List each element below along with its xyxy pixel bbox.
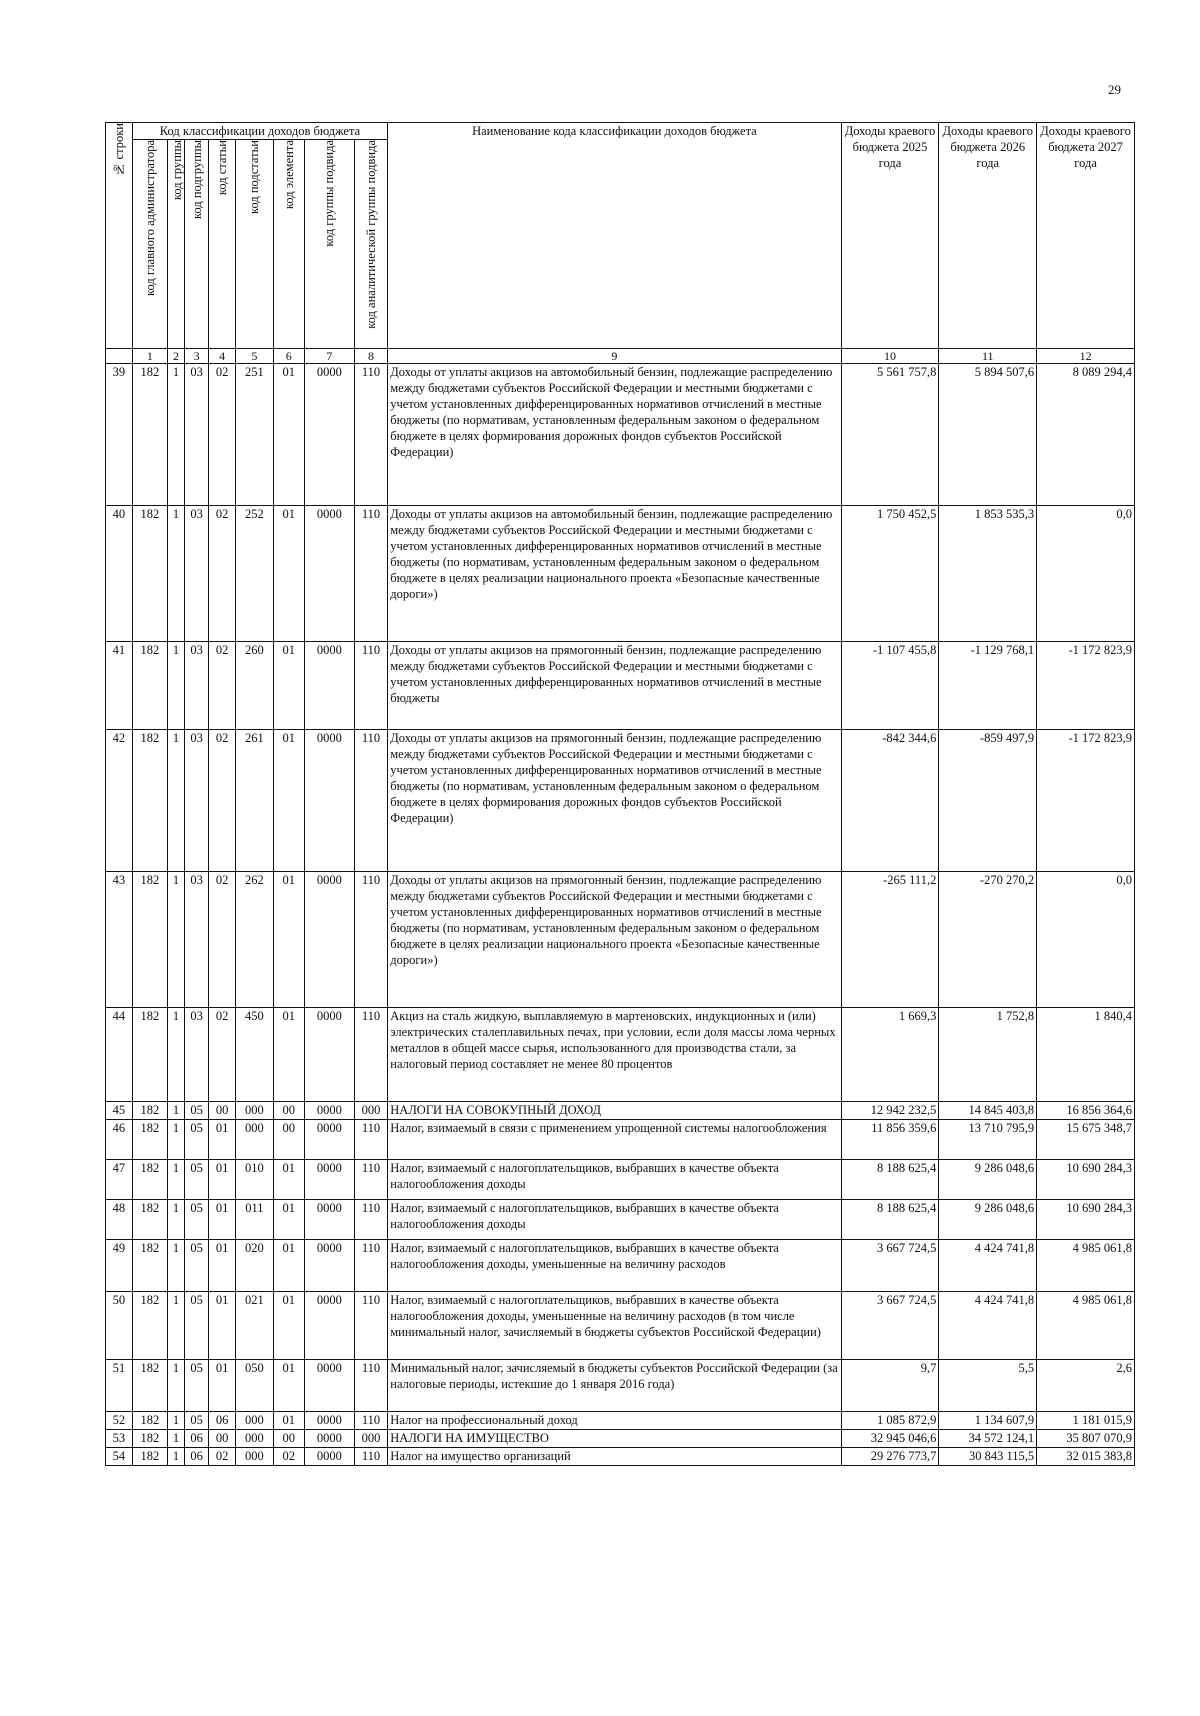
amount-2027: 4 985 061,8 xyxy=(1037,1292,1135,1360)
table-row xyxy=(106,1292,1135,1360)
revenue-name: Доходы от уплаты акцизов на автомобильный бензин, подлежащие распределению между бюджетами субъектов Российской Федерации и местными бюджетами с учетом установленных дифференцированных нормативов отчислений в местные бюджеты (по нормативам, установленным федеральным законом о федеральном бюджете в целях реализации национального проекта «Безопасные качественные дороги») xyxy=(388,506,841,642)
analytic-group-code: 110 xyxy=(354,506,387,642)
amount-2027: 0,0 xyxy=(1037,506,1135,642)
table-row xyxy=(106,1360,1135,1412)
group-code: 1 xyxy=(168,730,185,872)
group-code-header: код группы xyxy=(168,140,185,349)
subgroup-code: 06 xyxy=(184,1430,208,1448)
amount-2026: -859 497,9 xyxy=(939,730,1037,872)
revenue-name: Акциз на сталь жидкую, выплавляемую в мартеновских, индукционных и (или) электрических сталеплавильных печах, при условии, если доля массы лома черных металлов в общей массе сырья, использованного для производства стали, за налоговый период составляет не менее 80 процентов xyxy=(388,1008,841,1102)
article-code: 00 xyxy=(209,1430,236,1448)
row-number: 44 xyxy=(106,1008,133,1102)
group-code: 1 xyxy=(168,1008,185,1102)
group-code: 1 xyxy=(168,642,185,730)
row-number: 50 xyxy=(106,1292,133,1360)
row-number: 47 xyxy=(106,1160,133,1200)
group-code: 1 xyxy=(168,1240,185,1292)
admin-code: 182 xyxy=(132,1430,168,1448)
analytic-group-code: 110 xyxy=(354,1448,387,1466)
column-number: 6 xyxy=(273,349,304,364)
amount-2025: -842 344,6 xyxy=(841,730,939,872)
article-code: 02 xyxy=(209,730,236,872)
amount-2027: -1 172 823,9 xyxy=(1037,642,1135,730)
analytic-group-code: 110 xyxy=(354,1412,387,1430)
element-code: 01 xyxy=(273,364,304,506)
analytic-group-code-header: код аналитической группы подвида xyxy=(354,140,387,349)
subtype-group-code: 0000 xyxy=(304,642,354,730)
article-code: 02 xyxy=(209,364,236,506)
subtype-group-code-header: код группы подвида xyxy=(304,140,354,349)
amount-2026: -270 270,2 xyxy=(939,872,1037,1008)
subgroup-code: 05 xyxy=(184,1292,208,1360)
article-code-header: код статьи xyxy=(209,140,236,349)
amount-2027: 1 181 015,9 xyxy=(1037,1412,1135,1430)
article-code: 02 xyxy=(209,1008,236,1102)
subarticle-code: 010 xyxy=(235,1160,273,1200)
row-number: 48 xyxy=(106,1200,133,1240)
subgroup-code: 03 xyxy=(184,642,208,730)
revenue-name: Налог, взимаемый с налогоплательщиков, выбравших в качестве объекта налогообложения доходы, уменьшенные на величину расходов (в том числе минимальный налог, зачисляемый в бюджеты субъектов Российской Федерации) xyxy=(388,1292,841,1360)
subtype-group-code: 0000 xyxy=(304,1240,354,1292)
analytic-group-code: 110 xyxy=(354,730,387,872)
group-code: 1 xyxy=(168,1160,185,1200)
revenue-name: НАЛОГИ НА СОВОКУПНЫЙ ДОХОД xyxy=(388,1102,841,1120)
column-number: 11 xyxy=(939,349,1037,364)
admin-code: 182 xyxy=(132,1120,168,1160)
subarticle-code: 011 xyxy=(235,1200,273,1240)
amount-2027: 35 807 070,9 xyxy=(1037,1430,1135,1448)
revenue-name: Налог, взимаемый с налогоплательщиков, выбравших в качестве объекта налогообложения доходы xyxy=(388,1160,841,1200)
admin-code: 182 xyxy=(132,1200,168,1240)
column-number: 4 xyxy=(209,349,236,364)
group-code: 1 xyxy=(168,1360,185,1412)
analytic-group-code: 110 xyxy=(354,1008,387,1102)
row-number: 39 xyxy=(106,364,133,506)
amount-2025: 3 667 724,5 xyxy=(841,1240,939,1292)
group-code: 1 xyxy=(168,506,185,642)
subtype-group-code: 0000 xyxy=(304,1160,354,1200)
amount-2027: 32 015 383,8 xyxy=(1037,1448,1135,1466)
element-code: 01 xyxy=(273,1160,304,1200)
article-code: 01 xyxy=(209,1240,236,1292)
element-code: 01 xyxy=(273,1200,304,1240)
element-code: 01 xyxy=(273,1240,304,1292)
table-row xyxy=(106,1240,1135,1292)
row-number: 46 xyxy=(106,1120,133,1160)
amount-2027: 8 089 294,4 xyxy=(1037,364,1135,506)
amount-2026: 13 710 795,9 xyxy=(939,1120,1037,1160)
analytic-group-code: 110 xyxy=(354,1292,387,1360)
article-code: 02 xyxy=(209,506,236,642)
subarticle-code: 251 xyxy=(235,364,273,506)
subgroup-code: 05 xyxy=(184,1102,208,1120)
amount-2025: 1 669,3 xyxy=(841,1008,939,1102)
table-row xyxy=(106,506,1135,642)
amount-2025: 1 750 452,5 xyxy=(841,506,939,642)
subtype-group-code: 0000 xyxy=(304,1120,354,1160)
column-number: 10 xyxy=(841,349,939,364)
subgroup-code: 03 xyxy=(184,506,208,642)
amount-2027: 1 840,4 xyxy=(1037,1008,1135,1102)
admin-code: 182 xyxy=(132,506,168,642)
subarticle-code: 000 xyxy=(235,1448,273,1466)
element-code: 01 xyxy=(273,506,304,642)
subarticle-code: 000 xyxy=(235,1120,273,1160)
amount-2027: 10 690 284,3 xyxy=(1037,1200,1135,1240)
amount-2027: 0,0 xyxy=(1037,872,1135,1008)
subgroup-code: 05 xyxy=(184,1412,208,1430)
row-number: 43 xyxy=(106,872,133,1008)
element-code: 01 xyxy=(273,1360,304,1412)
year-2025-header: Доходы краевого бюджета 2025 года xyxy=(841,123,939,349)
subgroup-code: 03 xyxy=(184,872,208,1008)
table-row xyxy=(106,1120,1135,1160)
column-number: 8 xyxy=(354,349,387,364)
element-code: 00 xyxy=(273,1120,304,1160)
row-number: 49 xyxy=(106,1240,133,1292)
subarticle-code: 000 xyxy=(235,1412,273,1430)
article-code: 01 xyxy=(209,1160,236,1200)
analytic-group-code: 110 xyxy=(354,642,387,730)
row-number: 40 xyxy=(106,506,133,642)
amount-2025: 8 188 625,4 xyxy=(841,1200,939,1240)
subarticle-code: 000 xyxy=(235,1430,273,1448)
group-code: 1 xyxy=(168,1430,185,1448)
subgroup-code: 05 xyxy=(184,1160,208,1200)
row-number: 42 xyxy=(106,730,133,872)
row-number: 52 xyxy=(106,1412,133,1430)
amount-2026: 9 286 048,6 xyxy=(939,1160,1037,1200)
amount-2025: 29 276 773,7 xyxy=(841,1448,939,1466)
analytic-group-code: 000 xyxy=(354,1102,387,1120)
article-code: 01 xyxy=(209,1292,236,1360)
group-code: 1 xyxy=(168,1120,185,1160)
subtype-group-code: 0000 xyxy=(304,730,354,872)
group-code: 1 xyxy=(168,872,185,1008)
amount-2027: -1 172 823,9 xyxy=(1037,730,1135,872)
admin-code: 182 xyxy=(132,1292,168,1360)
amount-2025: 12 942 232,5 xyxy=(841,1102,939,1120)
page-number: 29 xyxy=(1108,82,1121,97)
amount-2025: 3 667 724,5 xyxy=(841,1292,939,1360)
amount-2026: 14 845 403,8 xyxy=(939,1102,1037,1120)
subgroup-code-header: код подгруппы xyxy=(184,140,208,349)
classification-code-group-header: Код классификации доходов бюджета xyxy=(132,123,388,140)
subarticle-code: 450 xyxy=(235,1008,273,1102)
amount-2027: 4 985 061,8 xyxy=(1037,1240,1135,1292)
column-number: 5 xyxy=(235,349,273,364)
amount-2025: -1 107 455,8 xyxy=(841,642,939,730)
table-row xyxy=(106,1102,1135,1120)
column-number: 2 xyxy=(168,349,185,364)
article-code: 01 xyxy=(209,1360,236,1412)
subgroup-code: 05 xyxy=(184,1240,208,1292)
element-code: 01 xyxy=(273,730,304,872)
row-number: 51 xyxy=(106,1360,133,1412)
admin-code: 182 xyxy=(132,1360,168,1412)
row-number: 53 xyxy=(106,1430,133,1448)
revenue-name: Доходы от уплаты акцизов на автомобильный бензин, подлежащие распределению между бюджетами субъектов Российской Федерации и местными бюджетами с учетом установленных дифференцированных нормативов отчислений в местные бюджеты (по нормативам, установленным федеральным законом о федеральном бюджете в целях формирования дорожных фондов субъектов Российской Федерации) xyxy=(388,364,841,506)
subtype-group-code: 0000 xyxy=(304,364,354,506)
subarticle-code: 262 xyxy=(235,872,273,1008)
subtype-group-code: 0000 xyxy=(304,872,354,1008)
admin-code: 182 xyxy=(132,730,168,872)
column-number: 9 xyxy=(388,349,841,364)
revenue-name: Налог, взимаемый с налогоплательщиков, выбравших в качестве объекта налогообложения доходы xyxy=(388,1200,841,1240)
article-code: 02 xyxy=(209,872,236,1008)
subgroup-code: 05 xyxy=(184,1120,208,1160)
analytic-group-code: 110 xyxy=(354,1160,387,1200)
column-number: 3 xyxy=(184,349,208,364)
amount-2026: 30 843 115,5 xyxy=(939,1448,1037,1466)
column-number: 1 xyxy=(132,349,168,364)
group-code: 1 xyxy=(168,1292,185,1360)
amount-2027: 2,6 xyxy=(1037,1360,1135,1412)
element-code: 02 xyxy=(273,1448,304,1466)
admin-code: 182 xyxy=(132,1412,168,1430)
subarticle-code-header: код подстатьи xyxy=(235,140,273,349)
revenue-name: Доходы от уплаты акцизов на прямогонный бензин, подлежащие распределению между бюджетами субъектов Российской Федерации и местными бюджетами с учетом установленных дифференцированных нормативов отчислений в местные бюджеты (по нормативам, установленным федеральным законом о федеральном бюджете в целях реализации национального проекта «Безопасные качественные дороги») xyxy=(388,872,841,1008)
admin-code-header: код главного администратора xyxy=(132,140,168,349)
subarticle-code: 260 xyxy=(235,642,273,730)
year-2027-header: Доходы краевого бюджета 2027 года xyxy=(1037,123,1135,349)
subgroup-code: 06 xyxy=(184,1448,208,1466)
analytic-group-code: 000 xyxy=(354,1430,387,1448)
article-code: 02 xyxy=(209,1448,236,1466)
table-row xyxy=(106,364,1135,506)
subtype-group-code: 0000 xyxy=(304,506,354,642)
revenue-name: Доходы от уплаты акцизов на прямогонный бензин, подлежащие распределению между бюджетами субъектов Российской Федерации и местными бюджетами с учетом установленных дифференцированных нормативов отчислений в местные бюджеты xyxy=(388,642,841,730)
column-number xyxy=(106,349,133,364)
revenue-name: Доходы от уплаты акцизов на прямогонный бензин, подлежащие распределению между бюджетами субъектов Российской Федерации и местными бюджетами с учетом установленных дифференцированных нормативов отчислений в местные бюджеты (по нормативам, установленным федеральным законом о федеральном бюджете в целях формирования дорожных фондов субъектов Российской Федерации) xyxy=(388,730,841,872)
element-code: 01 xyxy=(273,1412,304,1430)
subtype-group-code: 0000 xyxy=(304,1430,354,1448)
revenue-name: Налог, взимаемый с налогоплательщиков, выбравших в качестве объекта налогообложения доходы, уменьшенные на величину расходов xyxy=(388,1240,841,1292)
admin-code: 182 xyxy=(132,1008,168,1102)
subarticle-code: 021 xyxy=(235,1292,273,1360)
table-row xyxy=(106,1430,1135,1448)
amount-2026: 4 424 741,8 xyxy=(939,1240,1037,1292)
subgroup-code: 05 xyxy=(184,1360,208,1412)
year-2026-header: Доходы краевого бюджета 2026 года xyxy=(939,123,1037,349)
subtype-group-code: 0000 xyxy=(304,1448,354,1466)
amount-2026: 5 894 507,6 xyxy=(939,364,1037,506)
analytic-group-code: 110 xyxy=(354,872,387,1008)
element-code: 01 xyxy=(273,642,304,730)
amount-2025: 8 188 625,4 xyxy=(841,1160,939,1200)
row-number: 45 xyxy=(106,1102,133,1120)
subarticle-code: 050 xyxy=(235,1360,273,1412)
revenue-name: Налог, взимаемый в связи с применением упрощенной системы налогообложения xyxy=(388,1120,841,1160)
amount-2026: 1 853 535,3 xyxy=(939,506,1037,642)
amount-2026: 1 752,8 xyxy=(939,1008,1037,1102)
revenue-name: Налог на имущество организаций xyxy=(388,1448,841,1466)
admin-code: 182 xyxy=(132,1448,168,1466)
article-code: 01 xyxy=(209,1120,236,1160)
subarticle-code: 000 xyxy=(235,1102,273,1120)
element-code: 01 xyxy=(273,1292,304,1360)
amount-2026: 34 572 124,1 xyxy=(939,1430,1037,1448)
analytic-group-code: 110 xyxy=(354,1200,387,1240)
analytic-group-code: 110 xyxy=(354,1120,387,1160)
subgroup-code: 03 xyxy=(184,1008,208,1102)
article-code: 01 xyxy=(209,1200,236,1240)
revenue-name: Минимальный налог, зачисляемый в бюджеты субъектов Российской Федерации (за налоговые периоды, истекшие до 1 января 2016 года) xyxy=(388,1360,841,1412)
article-code: 00 xyxy=(209,1102,236,1120)
analytic-group-code: 110 xyxy=(354,1360,387,1412)
amount-2025: -265 111,2 xyxy=(841,872,939,1008)
subgroup-code: 03 xyxy=(184,364,208,506)
admin-code: 182 xyxy=(132,1240,168,1292)
amount-2027: 15 675 348,7 xyxy=(1037,1120,1135,1160)
amount-2026: 1 134 607,9 xyxy=(939,1412,1037,1430)
admin-code: 182 xyxy=(132,642,168,730)
subtype-group-code: 0000 xyxy=(304,1200,354,1240)
admin-code: 182 xyxy=(132,1160,168,1200)
subtype-group-code: 0000 xyxy=(304,1412,354,1430)
table-row xyxy=(106,1412,1135,1430)
element-code: 00 xyxy=(273,1102,304,1120)
table-row xyxy=(106,1448,1135,1466)
subgroup-code: 03 xyxy=(184,730,208,872)
admin-code: 182 xyxy=(132,1102,168,1120)
article-code: 06 xyxy=(209,1412,236,1430)
subgroup-code: 05 xyxy=(184,1200,208,1240)
amount-2026: 4 424 741,8 xyxy=(939,1292,1037,1360)
revenue-name: НАЛОГИ НА ИМУЩЕСТВО xyxy=(388,1430,841,1448)
group-code: 1 xyxy=(168,1412,185,1430)
amount-2025: 1 085 872,9 xyxy=(841,1412,939,1430)
subtype-group-code: 0000 xyxy=(304,1102,354,1120)
table-row xyxy=(106,872,1135,1008)
amount-2026: 5,5 xyxy=(939,1360,1037,1412)
analytic-group-code: 110 xyxy=(354,1240,387,1292)
group-code: 1 xyxy=(168,364,185,506)
amount-2025: 9,7 xyxy=(841,1360,939,1412)
column-number-row xyxy=(106,349,1135,364)
row-number: 54 xyxy=(106,1448,133,1466)
element-code: 01 xyxy=(273,1008,304,1102)
subtype-group-code: 0000 xyxy=(304,1292,354,1360)
element-code: 00 xyxy=(273,1430,304,1448)
amount-2025: 5 561 757,8 xyxy=(841,364,939,506)
column-number: 12 xyxy=(1037,349,1135,364)
amount-2026: -1 129 768,1 xyxy=(939,642,1037,730)
article-code: 02 xyxy=(209,642,236,730)
amount-2025: 32 945 046,6 xyxy=(841,1430,939,1448)
admin-code: 182 xyxy=(132,872,168,1008)
subarticle-code: 261 xyxy=(235,730,273,872)
row-number-header: № строки xyxy=(106,123,133,349)
admin-code: 182 xyxy=(132,364,168,506)
table-row xyxy=(106,1200,1135,1240)
subtype-group-code: 0000 xyxy=(304,1360,354,1412)
subarticle-code: 252 xyxy=(235,506,273,642)
revenue-name: Налог на профессиональный доход xyxy=(388,1412,841,1430)
table-row xyxy=(106,1008,1135,1102)
row-number: 41 xyxy=(106,642,133,730)
amount-2026: 9 286 048,6 xyxy=(939,1200,1037,1240)
element-code-header: код элемента xyxy=(273,140,304,349)
table-row xyxy=(106,730,1135,872)
subarticle-code: 020 xyxy=(235,1240,273,1292)
column-number: 7 xyxy=(304,349,354,364)
element-code: 01 xyxy=(273,872,304,1008)
group-code: 1 xyxy=(168,1448,185,1466)
amount-2027: 10 690 284,3 xyxy=(1037,1160,1135,1200)
amount-2027: 16 856 364,6 xyxy=(1037,1102,1135,1120)
group-code: 1 xyxy=(168,1102,185,1120)
budget-revenue-table xyxy=(105,122,1135,1466)
table-row xyxy=(106,1160,1135,1200)
name-column-header: Наименование кода классификации доходов бюджета xyxy=(388,123,841,349)
analytic-group-code: 110 xyxy=(354,364,387,506)
amount-2025: 11 856 359,6 xyxy=(841,1120,939,1160)
table-row xyxy=(106,642,1135,730)
subtype-group-code: 0000 xyxy=(304,1008,354,1102)
group-code: 1 xyxy=(168,1200,185,1240)
